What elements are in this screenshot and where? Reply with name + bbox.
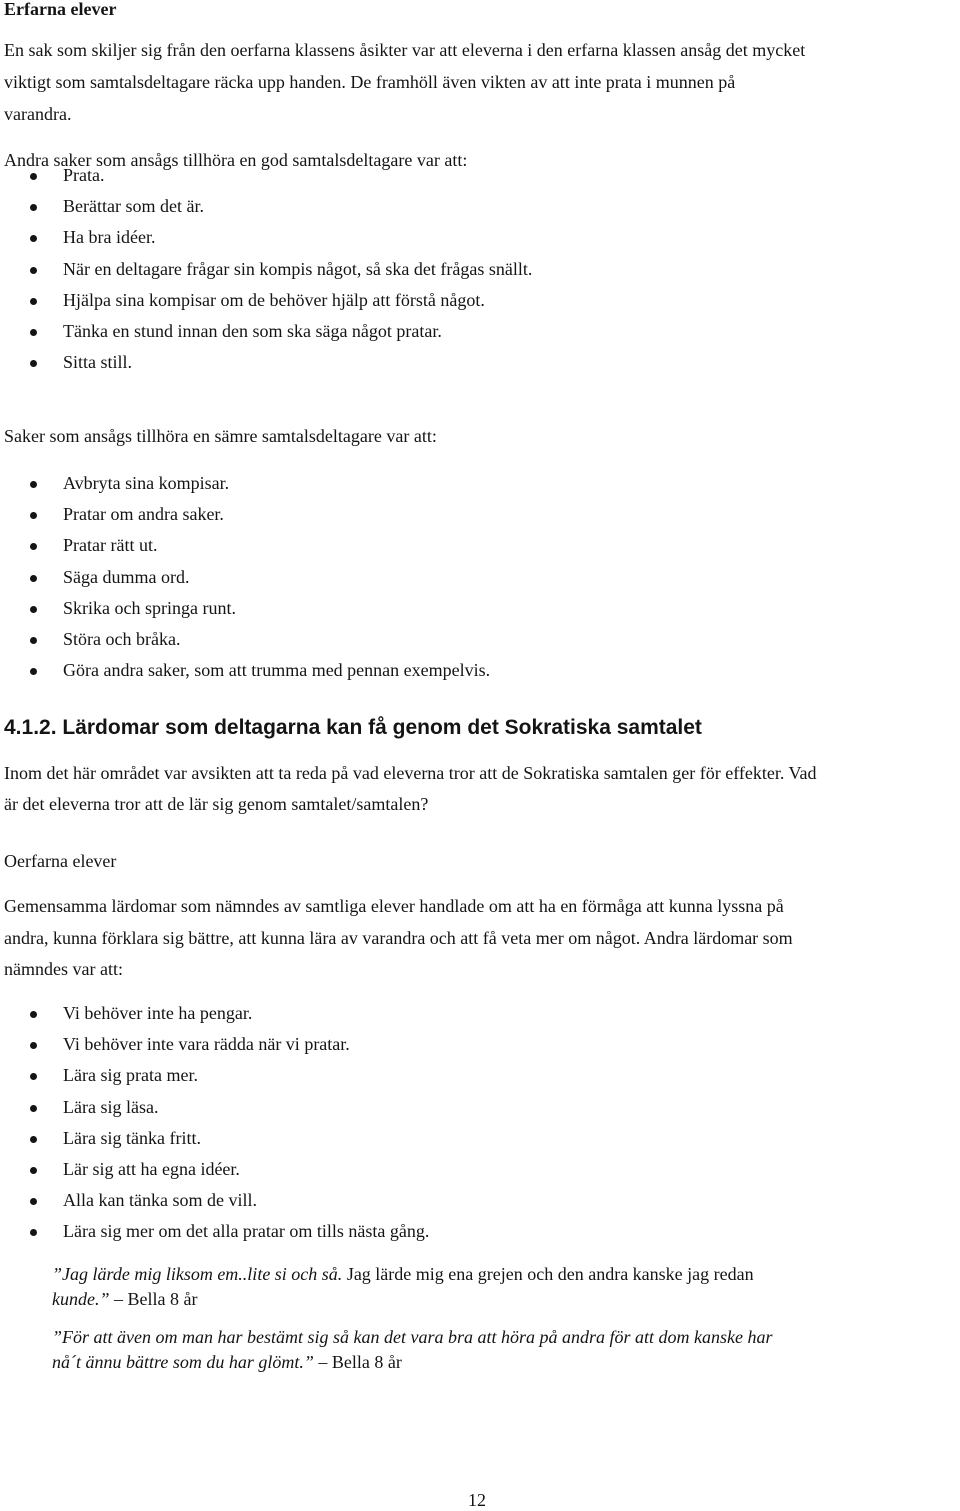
quote-attribution: – Bella 8 år (313, 1352, 402, 1372)
quote-line (52, 1287, 932, 1312)
bullet-icon (30, 204, 37, 211)
quote-text: nå´t ännu bättre som du har glömt.” (52, 1352, 314, 1372)
quote-text: kunde.” (52, 1289, 110, 1309)
paragraph-line: nämndes var att: (4, 959, 123, 979)
good-participant-intro: Andra saker som ansågs tillhöra en god samtalsdeltagare var att: (4, 150, 468, 170)
bullet-icon (30, 1136, 37, 1143)
bullet-icon (30, 543, 37, 550)
bullet-icon (30, 329, 37, 336)
quote-2 (52, 1325, 932, 1375)
page-number: 12 (468, 1490, 486, 1510)
bullet-icon (30, 606, 37, 613)
paragraph-line: Inom det här området var avsikten att ta reda på vad eleverna tror att de Sokratiska samtalen ger för effekter. Vad (4, 763, 817, 783)
bullet-icon (30, 1073, 37, 1080)
paragraph-line: varandra. (4, 104, 72, 124)
quote-line (52, 1262, 932, 1287)
quote-attribution: – Bella 8 år (109, 1289, 198, 1309)
bullet-icon (30, 1229, 37, 1236)
paragraph-line: Gemensamma lärdomar som nämndes av samtliga elever handlade om att ha en förmåga att kunna lyssna på (4, 896, 784, 916)
bullet-icon (30, 575, 37, 582)
bullet-icon (30, 298, 37, 305)
bullet-icon (30, 1105, 37, 1112)
bad-participant-intro: Saker som ansågs tillhöra en sämre samtalsdeltagare var att: (4, 426, 437, 446)
bullet-icon (30, 481, 37, 488)
bullet-icon (30, 1167, 37, 1174)
bullet-icon (30, 1198, 37, 1205)
bullet-icon (30, 1011, 37, 1018)
heading-oerfarna-elever: Oerfarna elever (4, 851, 117, 871)
bullet-icon (30, 637, 37, 644)
bullet-icon (30, 360, 37, 367)
paragraph-line: är det eleverna tror att de lär sig genom samtalet/samtalen? (4, 794, 429, 814)
quote-text: Jag lärde mig ena grejen och den andra kanske jag redan (342, 1264, 754, 1284)
heading-erfarna-elever: Erfarna elever (4, 0, 117, 19)
bullet-icon (30, 668, 37, 675)
paragraph-line: viktigt som samtalsdeltagare räcka upp handen. De framhöll även vikten av att inte prata i munnen på (4, 72, 736, 92)
quote-1 (52, 1262, 932, 1312)
bullet-icon (30, 235, 37, 242)
paragraph-line: En sak som skiljer sig från den oerfarna klassens åsikter var att eleverna i den erfarna klassen ansåg det mycket (4, 40, 806, 60)
bullet-icon (30, 512, 37, 519)
quote-text: ”För att även om man har bestämt sig så kan det vara bra att höra på andra för att dom kanske har (52, 1327, 773, 1347)
quote-line (52, 1325, 932, 1350)
paragraph-line: andra, kunna förklara sig bättre, att kunna lära av varandra och att få veta mer om något. Andra lärdomar som (4, 928, 793, 948)
bullet-icon (30, 173, 37, 180)
quote-text: ”Jag lärde mig liksom em..lite si och så. (52, 1264, 343, 1284)
bullet-icon (30, 1042, 37, 1049)
quote-line (52, 1350, 932, 1375)
section-heading: 4.1.2. Lärdomar som deltagarna kan få genom det Sokratiska samtalet (4, 716, 702, 739)
bullet-icon (30, 267, 37, 274)
